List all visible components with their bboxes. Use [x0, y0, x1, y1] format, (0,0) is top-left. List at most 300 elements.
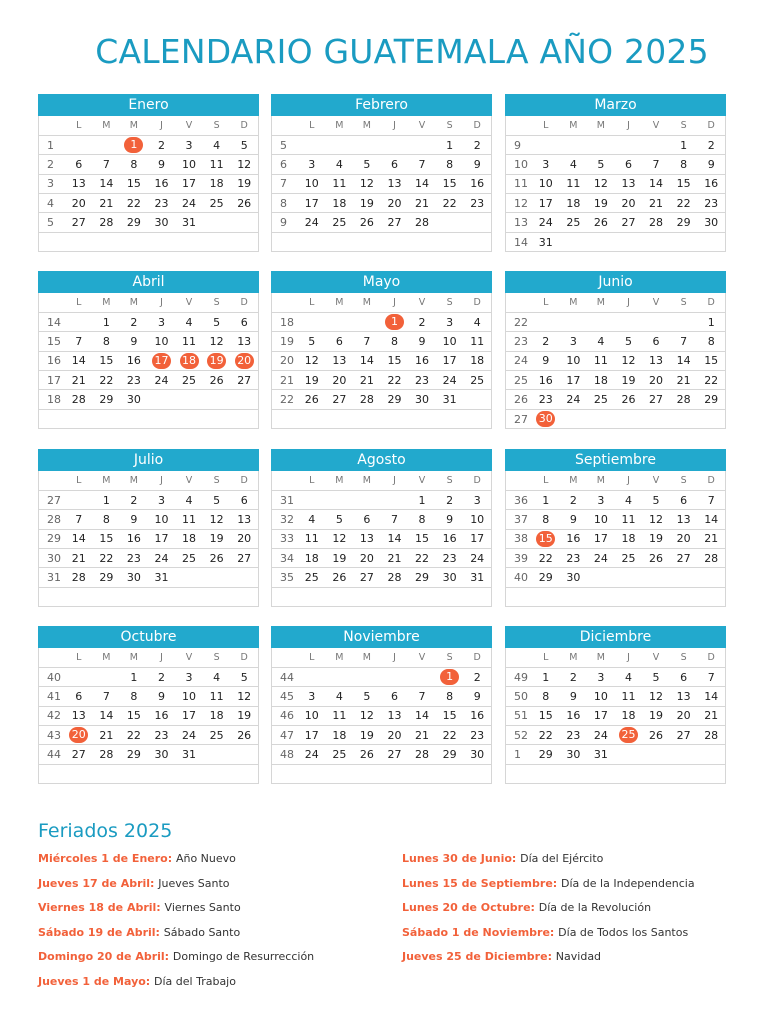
week-number: 10	[506, 155, 532, 174]
month-header: Marzo	[505, 94, 726, 116]
week-number: 18	[272, 312, 298, 331]
day-cell: 11	[203, 687, 231, 706]
day-cell: 15	[120, 174, 148, 193]
day-cell: 2	[120, 490, 148, 509]
day-cell: 29	[93, 568, 121, 587]
weekday-label: M	[93, 471, 121, 490]
day-cell: 15	[120, 706, 148, 725]
day-cell	[615, 587, 643, 606]
day-cell: 5	[642, 490, 670, 509]
week-number: 21	[272, 371, 298, 390]
day-cell	[463, 213, 491, 232]
day-cell: 30	[697, 213, 725, 232]
week-number: 9	[272, 213, 298, 232]
week-row	[506, 764, 725, 783]
week-row	[506, 726, 725, 745]
day-cell: 2	[560, 667, 588, 686]
week-number: 28	[39, 510, 65, 529]
day-cell: 19	[326, 549, 354, 568]
week-number: 29	[39, 529, 65, 548]
day-cell: 20	[381, 726, 409, 745]
week-number: 52	[506, 726, 532, 745]
weekday-label: S	[436, 648, 464, 667]
day-cell	[148, 232, 176, 251]
day-cell	[642, 135, 670, 154]
day-cell	[642, 764, 670, 783]
day-cell	[560, 409, 588, 428]
day-cell: 8	[532, 510, 560, 529]
day-cell: 15	[532, 706, 560, 725]
week-row	[506, 213, 725, 232]
weekday-label: M	[353, 293, 381, 312]
day-cell	[408, 587, 436, 606]
weekday-label: S	[670, 116, 698, 135]
day-cell: 5	[298, 332, 326, 351]
day-cell: 26	[326, 568, 354, 587]
day-cell: 20	[381, 194, 409, 213]
week-row	[39, 351, 258, 370]
day-cell: 29	[532, 568, 560, 587]
day-cell: 8	[93, 332, 121, 351]
day-cell: 5	[326, 510, 354, 529]
day-cell: 3	[298, 155, 326, 174]
day-cell: 30	[148, 213, 176, 232]
week-row	[506, 312, 725, 331]
day-cell	[230, 390, 258, 409]
day-cell	[697, 587, 725, 606]
day-cell: 16	[532, 371, 560, 390]
week-row	[39, 213, 258, 232]
day-cell: 6	[381, 687, 409, 706]
day-cell: 22	[408, 549, 436, 568]
day-cell: 31	[587, 745, 615, 764]
day-cell: 22	[93, 549, 121, 568]
day-cell	[670, 568, 698, 587]
day-cell	[381, 232, 409, 251]
day-cell	[670, 764, 698, 783]
day-cell: 2	[463, 135, 491, 154]
week-number: 7	[272, 174, 298, 193]
day-cell: 1	[120, 667, 148, 686]
holiday-item	[402, 877, 695, 890]
holiday-date: Jueves 25 de Diciembre:	[402, 950, 556, 963]
day-cell: 21	[408, 194, 436, 213]
month-header: Junio	[505, 271, 726, 293]
week-row	[39, 194, 258, 213]
week-number: 36	[506, 490, 532, 509]
day-cell	[381, 312, 409, 331]
weekday-label: S	[670, 293, 698, 312]
day-cell	[298, 409, 326, 428]
day-cell: 12	[642, 510, 670, 529]
day-cell: 23	[120, 549, 148, 568]
weekday-label: J	[148, 293, 176, 312]
week-row	[39, 745, 258, 764]
week-row	[272, 687, 491, 706]
day-cell: 21	[93, 194, 121, 213]
weekday-label: M	[120, 293, 148, 312]
day-cell: 23	[532, 390, 560, 409]
weekday-header-row	[272, 116, 491, 135]
weekday-label: M	[353, 116, 381, 135]
day-cell	[642, 312, 670, 331]
day-cell: 27	[65, 745, 93, 764]
day-cell	[408, 667, 436, 686]
day-cell: 2	[560, 490, 588, 509]
week-row	[272, 332, 491, 351]
day-cell	[230, 568, 258, 587]
day-cell: 24	[298, 213, 326, 232]
day-cell: 9	[560, 510, 588, 529]
week-number: 3	[39, 174, 65, 193]
day-cell	[587, 232, 615, 251]
holiday-name: Día del Ejército	[520, 852, 604, 865]
day-cell	[381, 587, 409, 606]
day-cell: 8	[532, 687, 560, 706]
day-cell: 11	[615, 510, 643, 529]
day-cell	[65, 764, 93, 783]
month-header: Mayo	[271, 271, 492, 293]
month-header: Febrero	[271, 94, 492, 116]
day-cell: 9	[532, 351, 560, 370]
holiday-marker: 1	[440, 669, 459, 685]
day-cell: 9	[463, 155, 491, 174]
weekday-label: L	[298, 648, 326, 667]
week-row	[39, 568, 258, 587]
day-cell: 9	[148, 155, 176, 174]
day-cell	[120, 135, 148, 154]
day-cell: 13	[353, 529, 381, 548]
day-cell: 6	[353, 510, 381, 529]
holiday-item	[402, 950, 601, 963]
day-cell	[615, 232, 643, 251]
week-row	[272, 194, 491, 213]
day-cell	[670, 587, 698, 606]
weekday-label: S	[670, 648, 698, 667]
day-cell: 29	[93, 390, 121, 409]
week-row	[272, 174, 491, 193]
weekday-label: J	[615, 293, 643, 312]
day-cell	[203, 213, 231, 232]
day-cell: 8	[93, 510, 121, 529]
day-cell	[298, 135, 326, 154]
weekday-label: V	[408, 648, 436, 667]
day-cell	[298, 232, 326, 251]
weekday-header-row	[39, 116, 258, 135]
day-cell: 5	[615, 332, 643, 351]
day-cell	[326, 490, 354, 509]
week-row	[506, 390, 725, 409]
week-number: 40	[506, 568, 532, 587]
weekday-label: V	[642, 116, 670, 135]
holiday-date: Lunes 15 de Septiembre:	[402, 876, 562, 890]
week-number: 20	[272, 351, 298, 370]
day-cell: 24	[148, 371, 176, 390]
day-cell: 10	[587, 687, 615, 706]
day-cell	[65, 667, 93, 686]
holiday-marker: 20	[69, 727, 88, 743]
week-row	[272, 213, 491, 232]
day-cell	[326, 409, 354, 428]
day-cell: 26	[587, 213, 615, 232]
day-cell	[408, 764, 436, 783]
week-number: 18	[39, 390, 65, 409]
day-cell: 19	[587, 194, 615, 213]
day-cell: 27	[230, 549, 258, 568]
day-cell: 15	[381, 351, 409, 370]
day-cell: 7	[93, 155, 121, 174]
week-number-header	[506, 116, 532, 135]
week-number: 17	[39, 371, 65, 390]
week-row	[506, 371, 725, 390]
holiday-date: Miércoles 1 de Enero:	[38, 852, 176, 865]
day-cell	[65, 587, 93, 606]
day-cell: 12	[615, 351, 643, 370]
weekday-header-row	[506, 648, 725, 667]
day-cell: 26	[642, 549, 670, 568]
holiday-name: Día de Todos los Santos	[558, 925, 689, 939]
day-cell: 24	[587, 726, 615, 745]
weekday-label: V	[642, 293, 670, 312]
day-cell	[353, 764, 381, 783]
weekday-label: L	[298, 471, 326, 490]
day-cell: 21	[353, 371, 381, 390]
weekday-label: D	[463, 648, 491, 667]
week-number-header	[506, 471, 532, 490]
day-cell	[148, 390, 176, 409]
day-cell	[408, 409, 436, 428]
week-row	[506, 155, 725, 174]
holiday-marker: 25	[619, 727, 638, 743]
day-cell	[670, 745, 698, 764]
month-header: Diciembre	[505, 626, 726, 648]
day-cell: 17	[175, 706, 203, 725]
day-cell: 22	[532, 549, 560, 568]
month-header: Enero	[38, 94, 259, 116]
day-cell: 4	[175, 490, 203, 509]
week-number	[39, 409, 65, 428]
day-cell: 5	[642, 667, 670, 686]
weekday-label: S	[203, 471, 231, 490]
day-cell: 6	[230, 490, 258, 509]
week-number: 23	[506, 332, 532, 351]
day-cell: 21	[670, 371, 698, 390]
day-cell: 28	[642, 213, 670, 232]
day-cell: 21	[65, 371, 93, 390]
week-number: 35	[272, 568, 298, 587]
day-cell: 6	[65, 155, 93, 174]
day-cell: 20	[65, 194, 93, 213]
day-cell: 18	[560, 194, 588, 213]
day-cell	[587, 135, 615, 154]
day-cell: 20	[353, 549, 381, 568]
day-cell: 24	[148, 549, 176, 568]
day-cell	[148, 587, 176, 606]
week-number: 43	[39, 726, 65, 745]
weekday-label: M	[326, 293, 354, 312]
day-cell	[93, 409, 121, 428]
day-cell: 8	[697, 332, 725, 351]
day-cell: 12	[353, 706, 381, 725]
day-cell: 17	[463, 529, 491, 548]
day-cell: 16	[560, 706, 588, 725]
day-cell	[642, 568, 670, 587]
day-cell: 16	[408, 351, 436, 370]
day-cell: 4	[298, 510, 326, 529]
weekday-label: D	[463, 293, 491, 312]
weekday-label: L	[532, 293, 560, 312]
weekday-label: M	[587, 648, 615, 667]
weekday-label: M	[120, 648, 148, 667]
weekday-label: S	[203, 648, 231, 667]
day-cell: 6	[615, 155, 643, 174]
day-cell: 20	[670, 529, 698, 548]
day-cell: 2	[408, 312, 436, 331]
day-cell	[120, 764, 148, 783]
day-cell: 19	[230, 174, 258, 193]
holiday-item	[38, 877, 230, 890]
day-cell	[298, 312, 326, 331]
weekday-header-row	[39, 648, 258, 667]
month-octubre	[38, 626, 259, 784]
day-cell: 13	[381, 706, 409, 725]
day-cell: 5	[353, 687, 381, 706]
day-cell	[65, 409, 93, 428]
day-cell: 25	[326, 745, 354, 764]
day-cell: 12	[642, 687, 670, 706]
day-cell: 27	[670, 726, 698, 745]
day-cell	[670, 232, 698, 251]
day-cell: 18	[298, 549, 326, 568]
day-cell	[353, 312, 381, 331]
week-number-header	[39, 293, 65, 312]
day-cell: 7	[697, 490, 725, 509]
day-cell: 25	[203, 726, 231, 745]
week-row	[272, 135, 491, 154]
weekday-header-row	[272, 471, 491, 490]
week-number: 39	[506, 549, 532, 568]
day-cell: 3	[436, 312, 464, 331]
day-cell: 7	[353, 332, 381, 351]
day-cell: 9	[436, 510, 464, 529]
week-row	[272, 587, 491, 606]
day-cell: 26	[203, 371, 231, 390]
day-cell	[615, 135, 643, 154]
day-cell: 6	[381, 155, 409, 174]
weekday-label: M	[326, 471, 354, 490]
day-cell: 29	[532, 745, 560, 764]
day-cell	[436, 232, 464, 251]
week-number-header	[272, 648, 298, 667]
day-cell: 2	[463, 667, 491, 686]
day-cell: 23	[408, 371, 436, 390]
week-number: 16	[39, 351, 65, 370]
day-cell	[532, 587, 560, 606]
day-cell: 21	[697, 706, 725, 725]
day-cell: 28	[65, 568, 93, 587]
day-cell: 14	[408, 174, 436, 193]
week-number: 26	[506, 390, 532, 409]
month-header: Abril	[38, 271, 259, 293]
day-cell: 14	[93, 174, 121, 193]
week-number	[506, 587, 532, 606]
week-row	[506, 687, 725, 706]
week-number: 22	[272, 390, 298, 409]
month-mayo	[271, 271, 492, 429]
weekday-header-row	[39, 293, 258, 312]
month-header: Agosto	[271, 449, 492, 471]
week-row	[272, 232, 491, 251]
day-cell: 30	[148, 745, 176, 764]
week-number: 4	[39, 194, 65, 213]
day-cell	[203, 409, 231, 428]
day-cell: 8	[120, 687, 148, 706]
day-cell	[230, 745, 258, 764]
week-number: 51	[506, 706, 532, 725]
day-cell: 26	[230, 726, 258, 745]
day-cell: 4	[175, 312, 203, 331]
weekday-label: S	[436, 293, 464, 312]
holiday-name: Navidad	[555, 950, 602, 963]
day-cell: 28	[353, 390, 381, 409]
weekday-header-row	[506, 116, 725, 135]
day-cell: 14	[697, 510, 725, 529]
day-cell	[560, 764, 588, 783]
day-cell: 8	[436, 687, 464, 706]
week-number: 37	[506, 510, 532, 529]
week-row	[506, 351, 725, 370]
week-row	[272, 745, 491, 764]
day-cell	[463, 390, 491, 409]
day-cell	[175, 409, 203, 428]
week-number: 41	[39, 687, 65, 706]
week-row	[272, 409, 491, 428]
day-cell	[298, 667, 326, 686]
day-cell	[436, 667, 464, 686]
weekday-label: D	[230, 648, 258, 667]
week-row	[506, 194, 725, 213]
week-number-header	[272, 471, 298, 490]
day-cell: 19	[615, 371, 643, 390]
day-cell: 19	[203, 529, 231, 548]
day-cell	[230, 587, 258, 606]
day-cell: 13	[381, 174, 409, 193]
week-row	[39, 371, 258, 390]
day-cell	[65, 135, 93, 154]
holiday-item	[38, 852, 236, 865]
day-cell	[353, 667, 381, 686]
month-noviembre	[271, 626, 492, 784]
day-cell: 18	[615, 706, 643, 725]
week-number: 24	[506, 351, 532, 370]
week-row	[272, 529, 491, 548]
week-number: 5	[39, 213, 65, 232]
day-cell: 16	[436, 529, 464, 548]
day-cell	[697, 232, 725, 251]
day-cell	[642, 232, 670, 251]
day-cell: 11	[560, 174, 588, 193]
day-cell: 3	[463, 490, 491, 509]
day-cell: 26	[642, 726, 670, 745]
day-cell: 19	[230, 706, 258, 725]
day-cell: 14	[353, 351, 381, 370]
holiday-item	[38, 950, 314, 963]
week-row	[506, 587, 725, 606]
weekday-label: D	[697, 116, 725, 135]
day-cell: 21	[642, 194, 670, 213]
day-cell: 24	[298, 745, 326, 764]
day-cell: 13	[642, 351, 670, 370]
